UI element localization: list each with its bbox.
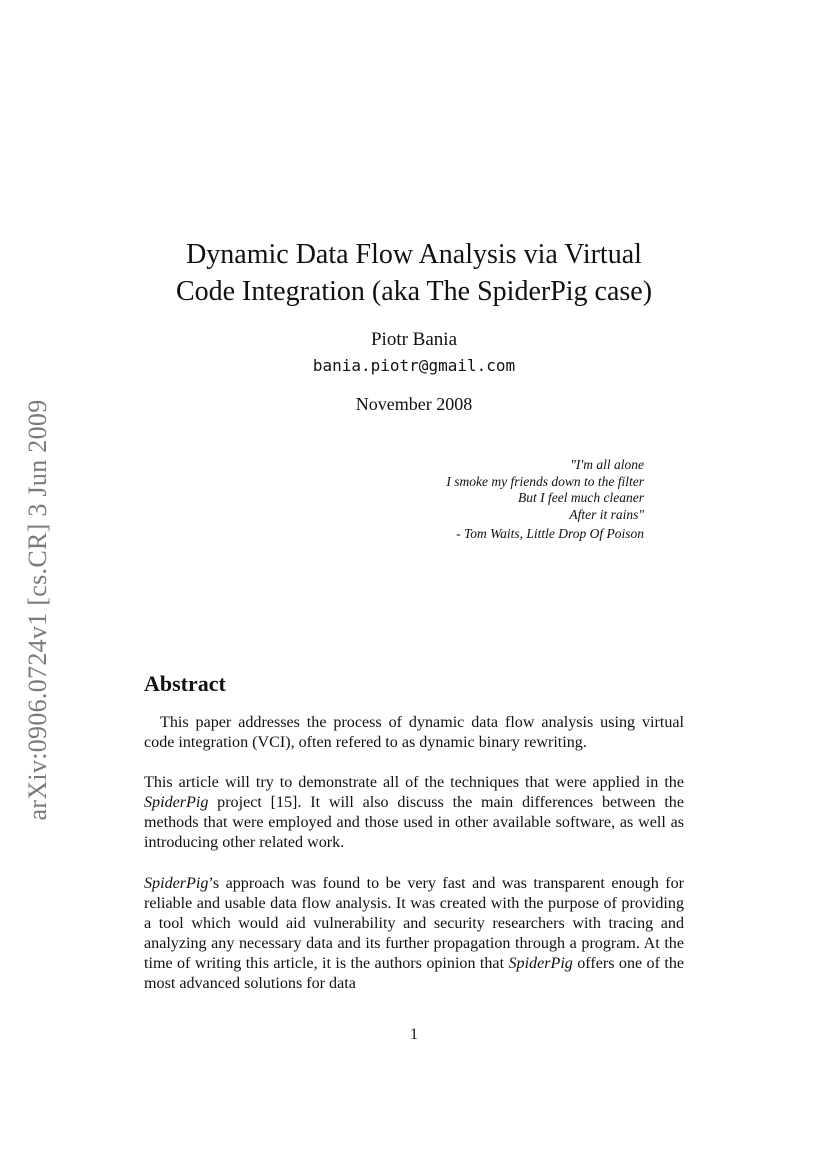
title-line-1: Dynamic Data Flow Analysis via Virtual [186, 239, 642, 270]
project-name-emphasis: SpiderPig [508, 955, 573, 973]
title-line-2: Code Integration (aka The SpiderPig case) [175, 276, 653, 307]
epigraph-line: "I'm all alone [570, 457, 644, 472]
epigraph-attribution: - Tom Waits, Little Drop Of Poison [456, 526, 644, 542]
paragraph-text: This article will try to demonstrate all of the techniques that were applied in the [144, 774, 684, 791]
epigraph [446, 457, 644, 543]
epigraph-line: But I feel much cleaner [518, 490, 644, 506]
project-name-emphasis: SpiderPig [144, 875, 209, 892]
paper-title [0, 236, 828, 310]
abstract-heading: Abstract [144, 671, 226, 696]
epigraph-line: After it rains" [569, 506, 644, 522]
publication-date: November 2008 [355, 394, 473, 414]
paragraph-text: offers one of the most advanced solutions for data [144, 955, 685, 993]
abstract-paragraph-3 [144, 874, 684, 995]
paragraph-text: This paper addresses the process of dynamic data flow analysis using virtual code integration (VCI), often refered to as dynamic binary rewriting. [144, 714, 684, 752]
epigraph-line: I smoke my friends down to the filter [446, 473, 644, 489]
paragraph-text: project [15]. It will also discuss the main differences between the methods that were employed and those used in other available software, as well as introducing other related work. [144, 794, 684, 852]
project-name-emphasis: SpiderPig [144, 794, 209, 812]
page-number: 1 [410, 1026, 418, 1043]
abstract-paragraph-2 [144, 773, 684, 853]
paragraph-text: ’s approach was found to be very fast and was transparent enough for reliable and usable data flow analysis. It was created with the purpose of providing a tool which would aid vulnerability and security researchers with tracing and analyzing any necessary data and its further propagation through a program. At the time of writing this article, it is the authors opinion that [144, 875, 684, 973]
author-name: Piotr Bania [370, 329, 458, 350]
abstract-paragraph-1 [144, 713, 684, 753]
arxiv-identifier: arXiv:0906.0724v1 [cs.CR] 3 Jun 2009 [23, 399, 52, 821]
author-email: bania.piotr@gmail.com [312, 356, 516, 375]
